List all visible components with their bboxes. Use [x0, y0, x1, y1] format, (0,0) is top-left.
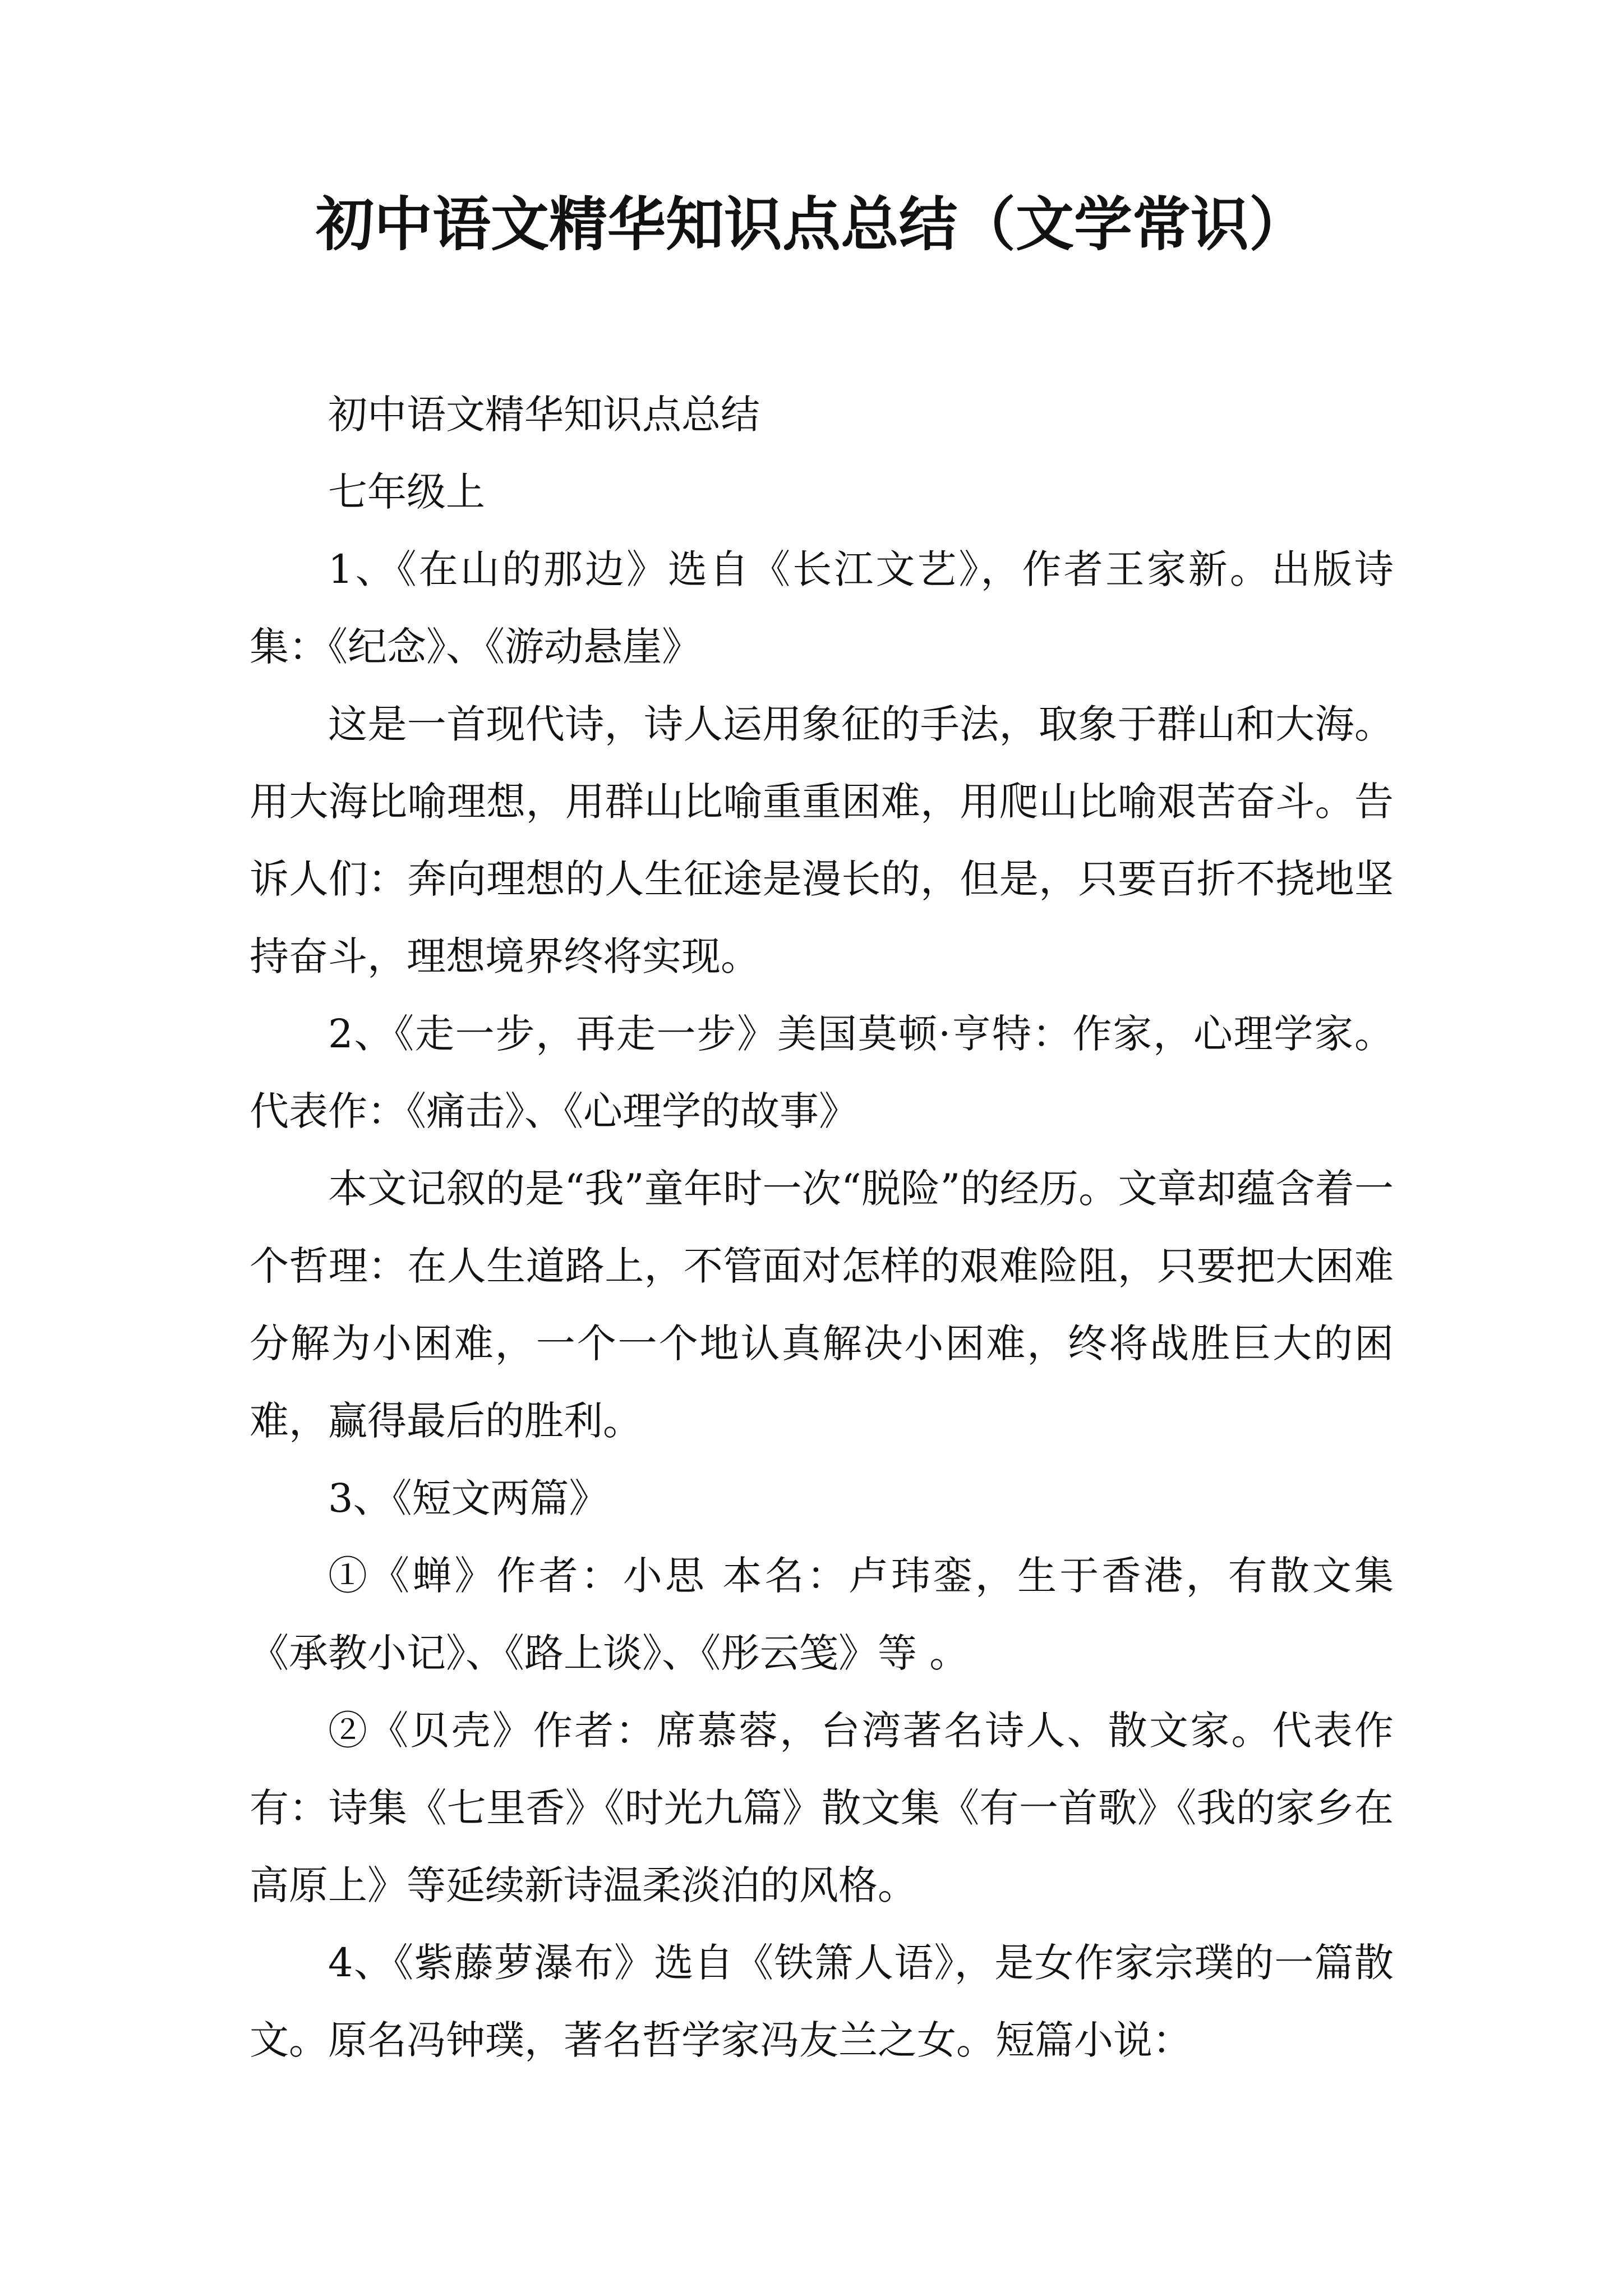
- page-title: 初中语文精华知识点总结（文学常识）: [315, 190, 1307, 259]
- paragraph-grade: 七年级上: [328, 469, 485, 515]
- paragraph-item-3: 3、《短文两篇》: [328, 1475, 608, 1521]
- document-body: [250, 376, 1394, 2079]
- paragraph-item-2: 2、《走一步，再走一步》美国莫顿·亨特：作家，心理学家。代表作：《痛击》、《心理学的故事》: [250, 1011, 1394, 1134]
- paragraph-item-1: 1、《在山的那边》选自《长江文艺》，作者王家新。出版诗集：《纪念》、《游动悬崖》: [250, 546, 1394, 670]
- paragraph-item-3-2: ②《贝壳》作者：席慕蓉，台湾著名诗人、散文家。代表作有：诗集《七里香》《时光九篇》散文集《有一首歌》《我的家乡在高原上》等延续新诗温柔淡泊的风格。: [250, 1708, 1394, 1908]
- paragraph-item-3-1: ①《蝉》作者：小思 本名：卢玮銮，生于香港，有散文集《承教小记》、《路上谈》、《彤云笺》等 。: [250, 1553, 1394, 1676]
- paragraph-item-2-analysis: 本文记叙的是“我”童年时一次“脱险”的经历。文章却蕴含着一个哲理：在人生道路上，不管面对怎样的艰难险阻，只要把大困难分解为小困难，一个一个地认真解决小困难，终将战胜巨大的困难，赢得最后的胜利。: [250, 1166, 1394, 1444]
- paragraph-item-4: 4、《紫藤萝瀑布》选自《铁箫人语》，是女作家宗璞的一篇散文。原名冯钟璞，著名哲学家冯友兰之女。短篇小说：: [250, 1940, 1394, 2063]
- paragraph-subtitle: 初中语文精华知识点总结: [328, 392, 760, 438]
- paragraph-item-1-analysis: 这是一首现代诗，诗人运用象征的手法，取象于群山和大海。用大海比喻理想，用群山比喻重重困难，用爬山比喻艰苦奋斗。告诉人们：奔向理想的人生征途是漫长的，但是，只要百折不挠地坚持奋斗，理想境界终将实现。: [250, 701, 1394, 979]
